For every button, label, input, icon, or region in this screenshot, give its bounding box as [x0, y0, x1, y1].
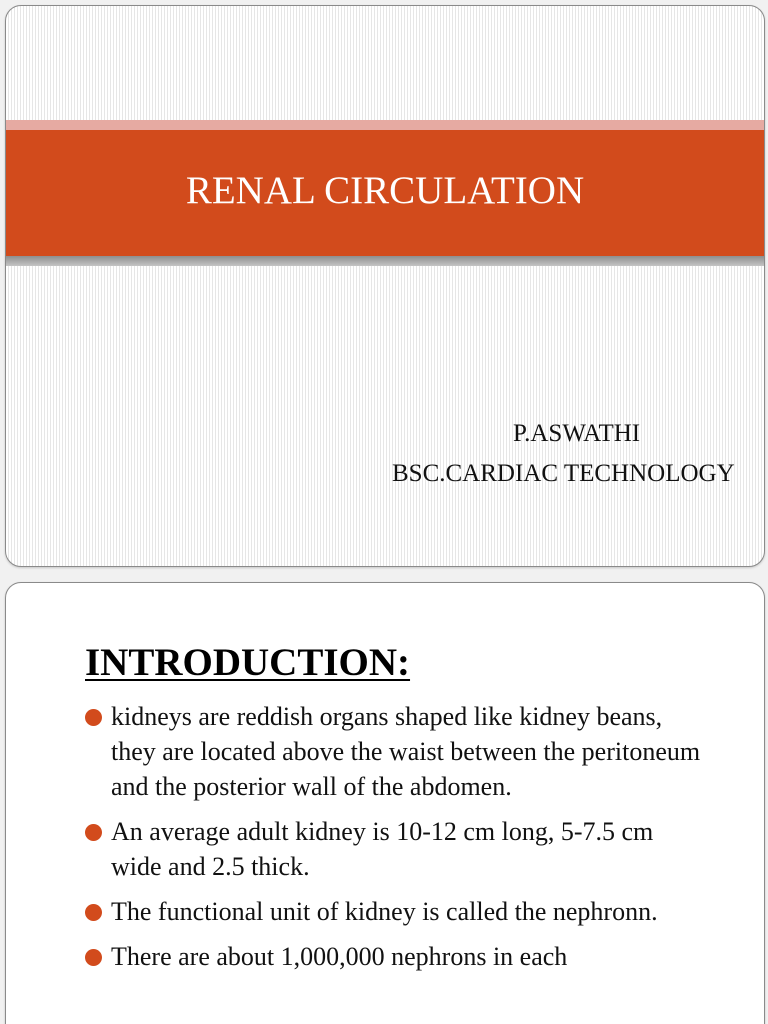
content-slide[interactable] — [5, 582, 765, 1024]
bullet-item — [6, 814, 764, 884]
bullet-icon — [85, 709, 102, 726]
bullet-icon — [85, 904, 102, 921]
bullet-text: There are about 1,000,000 nephrons in each — [111, 942, 568, 971]
bullet-item — [6, 894, 764, 929]
author-name: P.ASWATHI — [513, 420, 641, 447]
bullet-list — [6, 699, 764, 984]
bullet-text: The functional unit of kidney is called the nephronn. — [111, 897, 658, 926]
course-name: BSC.CARDIAC TECHNOLOGY — [392, 460, 735, 487]
bullet-item — [6, 699, 764, 804]
title-slide[interactable] — [5, 5, 765, 567]
slide-title: RENAL CIRCULATION — [185, 169, 585, 212]
bullet-text: kidneys are reddish organs shaped like kidney beans, they are located above the waist between the peritoneum and the posterior wall of the abdomen. — [111, 702, 701, 801]
section-heading: INTRODUCTION: — [85, 641, 411, 684]
bullet-text: An average adult kidney is 10-12 cm long, 5-7.5 cm wide and 2.5 thick. — [111, 817, 654, 881]
bullet-icon — [85, 824, 102, 841]
bullet-item — [6, 939, 764, 974]
bullet-icon — [85, 949, 102, 966]
title-band-bottom-shadow — [6, 256, 764, 266]
